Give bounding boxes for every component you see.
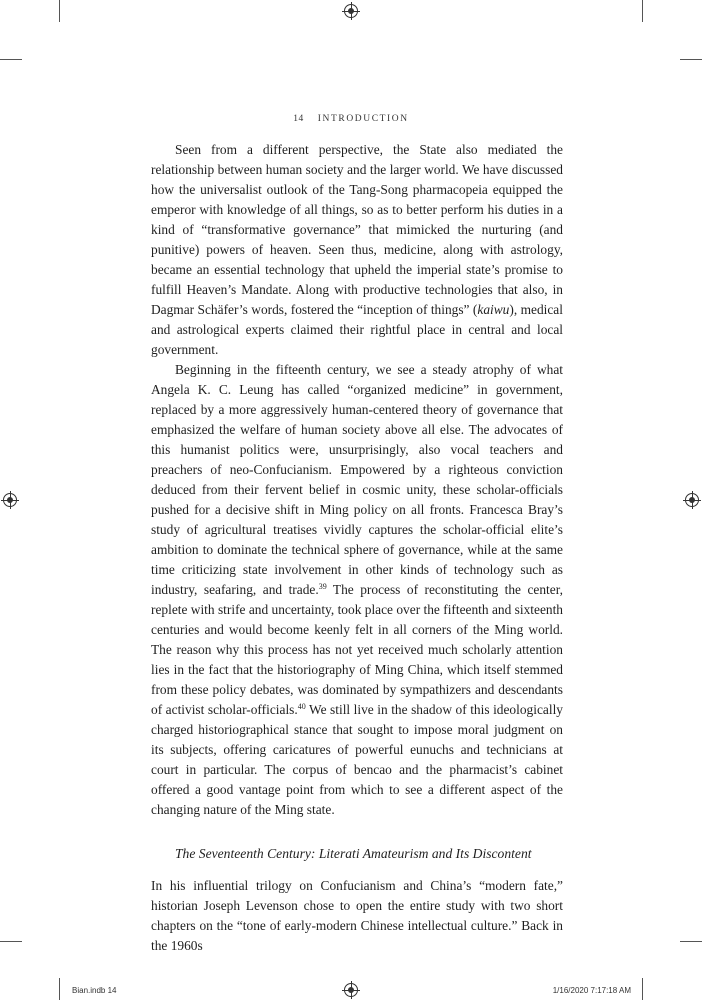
registration-mark-icon — [344, 4, 358, 18]
crop-mark — [642, 0, 643, 22]
subheading: The Seventeenth Century: Literati Amateurism and Its Discontent — [175, 846, 532, 861]
slug-file: Bian.indb 14 — [72, 986, 117, 995]
crop-mark — [59, 978, 60, 1000]
body-paragraph — [151, 140, 563, 360]
text-run: kaiwu — [477, 302, 510, 317]
crop-mark — [0, 941, 22, 942]
crop-mark — [680, 59, 702, 60]
body-text — [151, 140, 563, 956]
footnote-ref[interactable]: 39 — [318, 582, 327, 591]
crop-mark — [0, 59, 22, 60]
paragraphs — [151, 140, 563, 820]
text-run: ), medical and astrological experts claimed their rightful place in central and local government. — [151, 302, 563, 357]
text-run: Seen from a different perspective, the State also mediated the relationship between human society and the larger world. We have discussed how the universalist outlook of the Tang-Song pharmacopeia equipped the emperor with knowledge of all things, so as to better perform his duties in a kind of “transformative governance” that mimicked the nurturing (and punitive) powers of heaven. Seen thus, medicine, along with astrology, became an essential technology that upheld the imperial state’s promise to fulfill Heaven’s Mandate. Along with productive technologies that also, in Dagmar Schäfer’s words, fostered the “inception of things” ( — [151, 142, 563, 317]
text-run: The process of reconstituting the center, replete with strife and uncertainty, took place over the fifteenth and sixteenth centuries and would become keenly felt in all corners of the Ming world. The reason why this process has not yet received much scholarly attention lies in the fact that the historiography of Ming China, which itself stemmed from these policy debates, was dominated by sympathizers and descendants of activist scholar-officials. — [151, 582, 563, 717]
text-run: Beginning in the fifteenth century, we see a steady atrophy of what Angela K. C. Leung has called “organized medicine” in government, replaced by a more aggressively human-centered theory of governance that emphasized the welfare of human society above all else. The advocates of this humanist politics were, unsurprisingly, also vocal teachers and preachers of neo-Confucianism. Empowered by a righteous conviction deduced from their fervent belief in cosmic unity, these scholar-officials pushed for a decisive shift in Ming policy on all fronts. Francesca Bray’s study of agricultural treatises vividly captures the scholar-official elite’s ambition to dominate the technical sphere of governance, while at the same time criticizing state involvement in other kinds of technology such as industry, seafaring, and trade. — [151, 362, 563, 597]
footnote-ref[interactable]: 40 — [297, 702, 306, 711]
closing-paragraph: In his influential trilogy on Confucianism and China’s “modern fate,” historian Joseph Levenson chose to open the entire study with two short chapters on the “tone of early-modern Chinese intellectual culture.” Back in the 1960s — [151, 878, 563, 953]
registration-mark-icon — [685, 493, 699, 507]
slug-timestamp: 1/16/2020 7:17:18 AM — [552, 986, 631, 995]
body-paragraph — [151, 360, 563, 820]
page-number: 14 — [293, 114, 304, 124]
text-run: We still live in the shadow of this ideologically charged historiographical stance that sought to impose moral judgment on its subjects, offering caricatures of powerful eunuchs and technicians at court in particular. The corpus of bencao and the pharmacist’s cabinet offered a good vantage point from which to see a different aspect of the changing nature of the Ming state. — [151, 702, 563, 817]
crop-mark — [59, 0, 60, 22]
crop-mark — [680, 941, 702, 942]
running-head — [0, 114, 702, 124]
registration-mark-icon — [3, 493, 17, 507]
registration-mark-icon — [344, 983, 358, 997]
section-title: INTRODUCTION — [317, 114, 409, 124]
crop-mark — [642, 978, 643, 1000]
